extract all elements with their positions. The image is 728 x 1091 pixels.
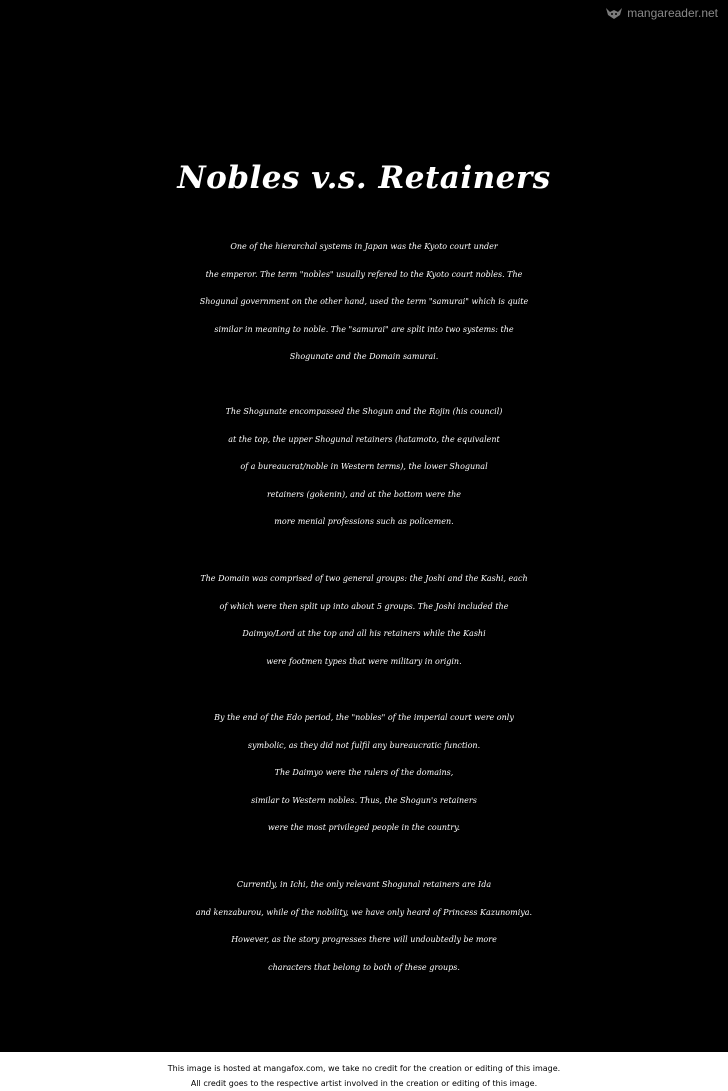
text-line: the emperor. The term "nobles" usually refered to the Kyoto court nobles. The: [205, 269, 523, 279]
paragraph-1: [0, 233, 728, 371]
hosting-disclaimer: [0, 1052, 728, 1091]
disclaimer-line-1: This image is hosted at mangafox.com, we take no credit for the creation or editing of this image.: [167, 1064, 561, 1073]
text-line: more menial professions such as policemen.: [274, 517, 454, 526]
paragraph-4: [0, 704, 728, 842]
paragraph-5: [0, 871, 728, 981]
paragraph-2: [0, 398, 728, 536]
text-line: similar in meaning to noble. The "samurai" are split into two systems: the: [214, 324, 514, 334]
text-line: of a bureaucrat/noble in Western terms), the lower Shogunal: [240, 462, 488, 471]
watermark-text: mangareader.net: [627, 6, 718, 20]
text-line: at the top, the upper Shogunal retainers (hatamoto, the equivalent: [228, 434, 500, 444]
text-line: were the most privileged people in the country.: [267, 823, 461, 832]
disclaimer-line-2: All credit goes to the respective artist involved in the creation or editing of this image.: [190, 1079, 538, 1088]
text-line: Shogunate and the Domain samurai.: [289, 352, 439, 361]
text-line: The Daimyo were the rulers of the domains,: [274, 768, 454, 777]
text-line: of which were then split up into about 5 groups. The Joshi included the: [219, 601, 509, 611]
site-watermark: [605, 6, 718, 20]
text-line: symbolic, as they did not fulfil any bureaucratic function.: [247, 740, 481, 750]
text-line: Currently, in Ichi, the only relevant Shogunal retainers are Ida: [236, 880, 492, 889]
text-line: The Domain was comprised of two general groups: the Joshi and the Kashi, each: [200, 574, 528, 583]
text-line: However, as the story progresses there will undoubtedly be more: [231, 935, 497, 944]
text-line: By the end of the Edo period, the "nobles" of the imperial court were only: [214, 713, 514, 722]
text-line: The Shogunate encompassed the Shogun and the Rojin (his council): [225, 407, 503, 416]
text-line: were footmen types that were military in origin.: [266, 656, 462, 666]
text-line: and kenzaburou, while of the nobility, we have only heard of Princess Kazunomiya.: [195, 907, 533, 917]
text-line: retainers (gokenin), and at the bottom were the: [266, 489, 462, 499]
fox-logo-icon: [605, 6, 623, 20]
text-line: similar to Western nobles. Thus, the Shogun's retainers: [251, 795, 477, 805]
text-line: One of the hierarchal systems in Japan was the Kyoto court under: [230, 242, 498, 251]
text-line: Shogunal government on the other hand, used the term "samurai" which is quite: [199, 297, 529, 306]
text-line: characters that belong to both of these groups.: [268, 962, 460, 972]
paragraph-3: [0, 565, 728, 675]
text-line: Daimyo/Lord at the top and all his retainers while the Kashi: [242, 629, 486, 638]
page-title: Nobles v.s. Retainers: [177, 160, 551, 196]
